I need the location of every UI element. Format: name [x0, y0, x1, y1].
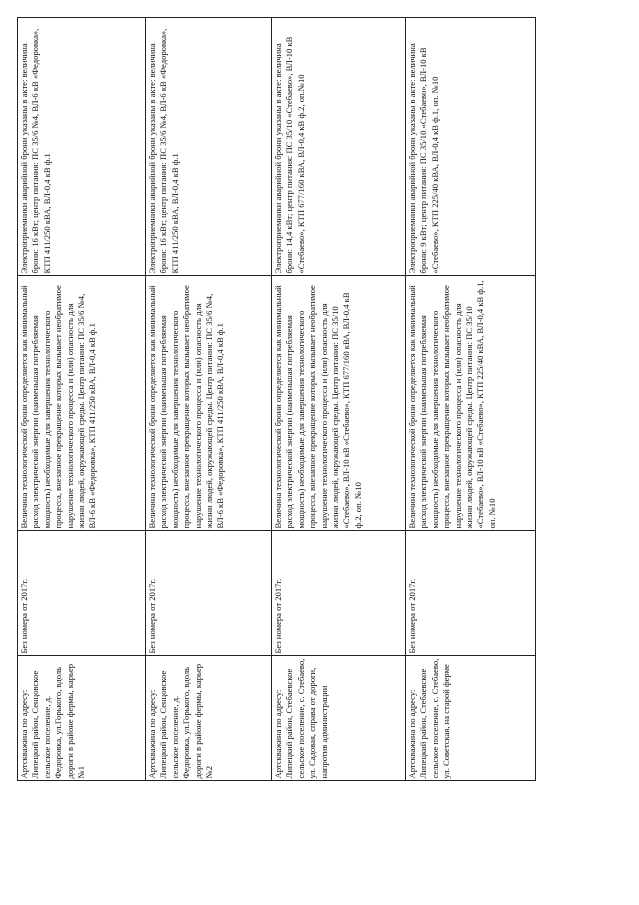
table-row: [146, 18, 272, 888]
rotated-page: [17, 18, 523, 888]
document-cell: Без номера от 2017г.: [146, 531, 272, 656]
address-cell: Артскважина по адресу: Липецкий район, Стебаевское сельское поселение, с. Стебаево, ул. Советская, на старой ферме: [406, 656, 536, 781]
armor-table: [17, 18, 536, 889]
empty-cell: [272, 781, 406, 888]
emergency-armor-cell: Электроприемники аварийной брони указаны в акте: величина брони: 14,4 кВт; центр питания: ПС 35/10 «Стебаево», ВЛ-10 кВ «Стебаево», КТП 677/160 кВА, ВЛ-0,4 кВ ф.2, оп.№10: [272, 18, 406, 276]
empty-cell: [18, 781, 146, 888]
emergency-armor-cell: Электроприемники аварийной брони указаны в акте: величина брони: 16 кВт; центр питания: ПС 35/6 №4, ВЛ-6 кВ «Федоровка», КТП 411/250 кВА, ВЛ-0,4 кВ ф.1: [146, 18, 272, 276]
address-cell: Артскважина по адресу: Липецкий район, Стебаевское сельское поселение, с. Стебаево, ул. Садовая, справа от дороги, напротив администрации: [272, 656, 406, 781]
table-row: [406, 18, 536, 888]
tech-armor-cell: Величина технологической брони определяется как минимальный расход электрической энергии (наименьшая потребляемая мощность) необходимые для завершения технологического процесса, внезапное прекращение которых вызывает необратимое нарушение технологического процесса и (или) опасность для жизни людей, окружающей среды. Центр питания: ПС 35/6 №4, ВЛ-6 кВ «Федоровка», КТП 411/250 кВА, ВЛ-0,4 кВ ф.1: [146, 276, 272, 531]
document-cell: Без номера от 2017г.: [272, 531, 406, 656]
address-cell: Артскважина по адресу: Липецкий район, Сенцовское сельское поселение, д. Федоровка, ул.Горького, вдоль дороги в районе фермы, карьер №2: [146, 656, 272, 781]
table-row: [18, 18, 146, 888]
empty-cell: [146, 781, 272, 888]
address-cell: Артскважина по адресу: Липецкий район, Сенцовское сельское поселение, д. Федоровка, ул.Горького, вдоль дороги в районе фермы, карьер №1: [18, 656, 146, 781]
tech-armor-cell: Величина технологической брони определяется как минимальный расход электрической энергии (наименьшая потребляемая мощность) необходимые для завершения технологического процесса, внезапное прекращение которых вызывает необратимое нарушение технологического процесса и (или) опасность для жизни людей, окружающей среды. Центр питания: ПС 35/10 «Стебаево», ВЛ-10 кВ «Стебаево», КТП 677/160 кВА, ВЛ-0,4 кВ ф.2, оп. №10: [272, 276, 406, 531]
document-cell: Без номера от 2017г.: [406, 531, 536, 656]
document-cell: Без номера от 2017г.: [18, 531, 146, 656]
table-row: [272, 18, 406, 888]
tech-armor-cell: Величина технологической брони определяется как минимальный расход электрической энергии (наименьшая потребляемая мощность) необходимые для завершения технологического процесса, внезапное прекращение которых вызывает необратимое нарушение технологического процесса и (или) опасность для жизни людей, окружающей среды. Центр питания: ПС 35/6 №4, ВЛ-6 кВ «Федоровка», КТП 411/250 кВА, ВЛ-0,4 кВ ф.1: [18, 276, 146, 531]
tech-armor-cell: Величина технологической брони определяется как минимальный расход электрической энергии (наименьшая потребляемая мощность) необходимые для завершения технологического процесса, внезапное прекращение которых вызывает необратимое нарушение технологического процесса и (или) опасность для жизни людей, окружающей среды. Центр питания: ПС 35/10 «Стебаево», ВЛ-10 кВ «Стебаево», КТП 225/40 кВА, ВЛ-0,4 кВ ф.1, оп. №10: [406, 276, 536, 531]
emergency-armor-cell: Электроприемники аварийной брони указаны в акте: величина брони: 16 кВт; центр питания: ПС 35/6 №4, ВЛ-6 кВ «Федоровка», КТП 411/250 кВА, ВЛ-0,4 кВ ф.1: [18, 18, 146, 276]
emergency-armor-cell: Электроприемники аварийной брони указаны в акте: величина брони: 9 кВт; центр питания: ПС 35/10 «Стебаево», ВЛ-10 кВ «Стебаево», КТП 225/40 кВА, ВЛ-0,4 кВ ф.1, оп. №10: [406, 18, 536, 276]
empty-cell: [406, 781, 536, 888]
